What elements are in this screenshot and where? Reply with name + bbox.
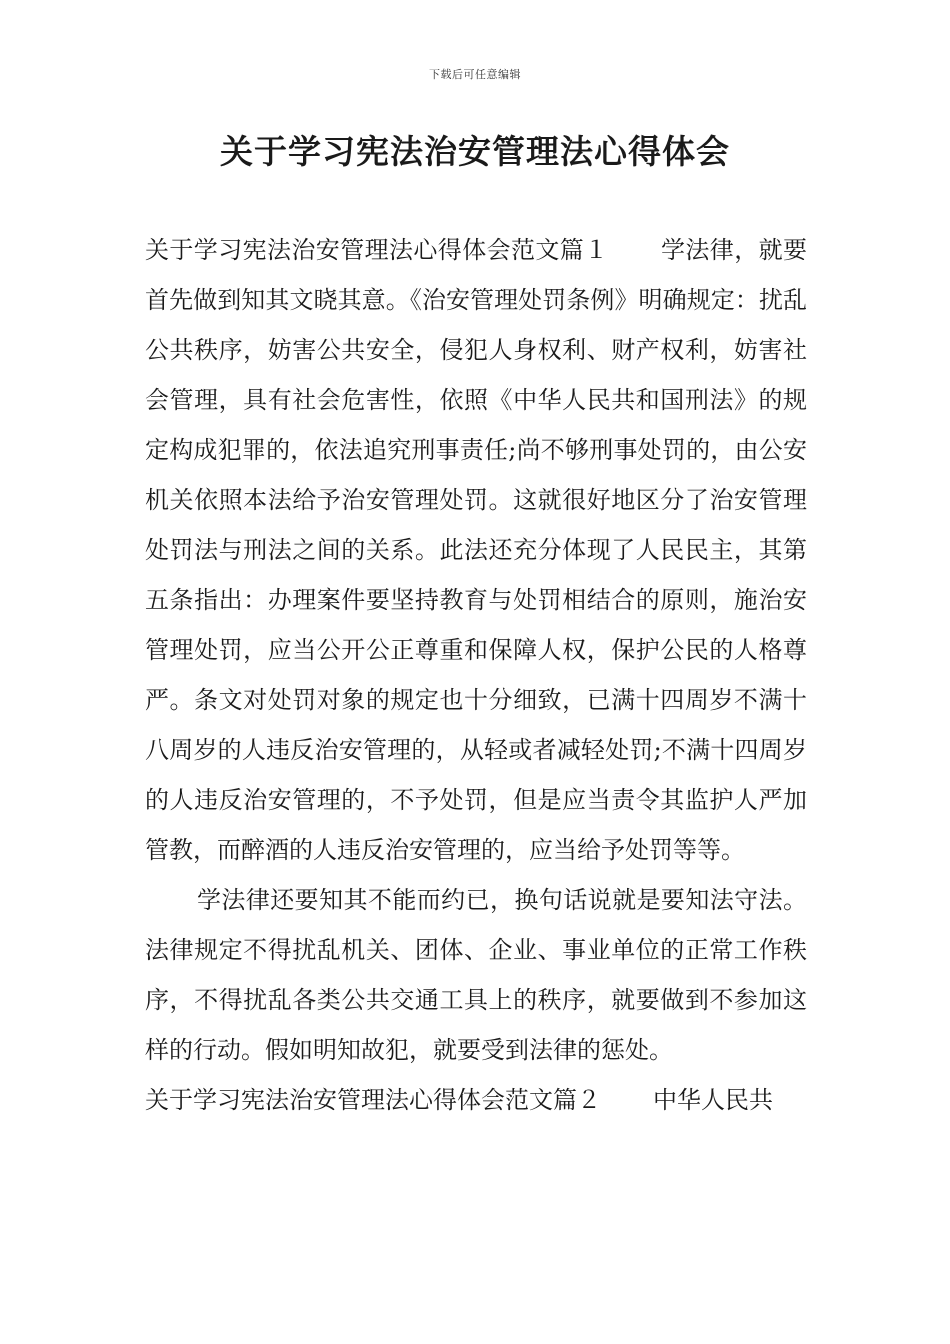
- paragraph-text-2: 学法律还要知其不能而约已，换句话说就是要知法守法。法律规定不得扰乱机关、团体、企业、事业单位的正常工作秩序，不得扰乱各类公共交通工具上的秩序，就要做到不参加这样的行动。假如明知故犯，就要受到法律的惩处。: [145, 886, 807, 1064]
- document-title: 关于学习宪法治安管理法心得体会: [220, 132, 730, 171]
- section-heading-1: 关于学习宪法治安管理法心得体会范文篇１: [145, 236, 609, 264]
- header-note: 下载后可任意编辑: [429, 68, 521, 81]
- document-body: [145, 225, 807, 1125]
- paragraph-3: [145, 1075, 807, 1125]
- paragraph-1: [145, 225, 807, 875]
- section-heading-2: 关于学习宪法治安管理法心得体会范文篇２: [145, 1086, 601, 1114]
- paragraph-2: [145, 875, 807, 1075]
- paragraph-text-3: 中华人民共: [653, 1086, 773, 1114]
- paragraph-text-1: 学法律，就要首先做到知其文晓其意。《治安管理处罚条例》明确规定：扰乱公共秩序，妨害公共安全，侵犯人身权利、财产权利，妨害社会管理，具有社会危害性，依照《中华人民共和国刑法》的规定构成犯罪的，依法追究刑事责任;尚不够刑事处罚的，由公安机关依照本法给予治安管理处罚。这就很好地区分了治安管理处罚法与刑法之间的关系。此法还充分体现了人民民主，其第五条指出：办理案件要坚持教育与处罚相结合的原则，施治安管理处罚，应当公开公正尊重和保障人权，保护公民的人格尊严。条文对处罚对象的规定也十分细致，已满十四周岁不满十八周岁的人违反治安管理的，从轻或者减轻处罚;不满十四周岁的人违反治安管理的，不予处罚，但是应当责令其监护人严加管教，而醉酒的人违反治安管理的，应当给予处罚等等。: [145, 236, 808, 864]
